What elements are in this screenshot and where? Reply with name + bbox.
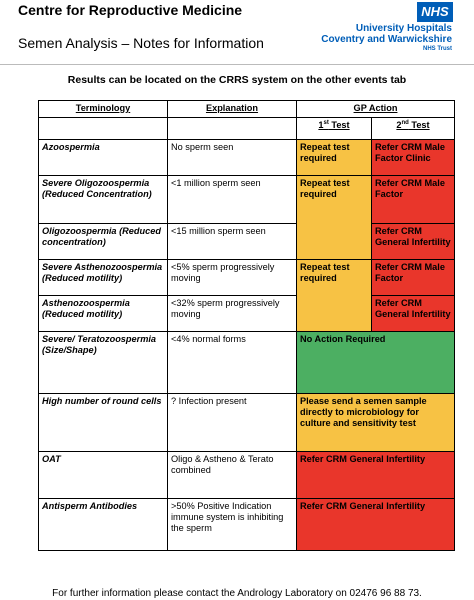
explanation-asthenozoospermia: <32% sperm progressively moving xyxy=(168,296,297,332)
blank-cell xyxy=(168,118,297,140)
test1-asthenozoospermia-group: Repeat test required xyxy=(297,260,372,332)
contact-footer: For further information please contact the Andrology Laboratory on 02476 96 88 73. xyxy=(52,588,422,599)
explanation-round-cells: ? Infection present xyxy=(168,394,297,452)
term-azoospermia: Azoospermia xyxy=(39,140,168,176)
header-explanation: Explanation xyxy=(168,101,297,118)
term-severe-oligozoospermia: Severe Oligozoospermia (Reduced Concentration) xyxy=(39,176,168,224)
term-antisperm-antibodies: Antisperm Antibodies xyxy=(39,499,168,551)
term-teratozoospermia: Severe/ Teratozoospermia (Size/Shape) xyxy=(39,332,168,394)
header-second-test: 2nd Test xyxy=(372,118,455,140)
header-divider xyxy=(0,64,474,65)
org-name-line1: University Hospitals xyxy=(355,23,452,34)
results-note: Results can be located on the CRRS system on the other events tab xyxy=(67,74,407,86)
explanation-azoospermia: No sperm seen xyxy=(168,140,297,176)
explanation-severe-asthenozoospermia: <5% sperm progressively moving xyxy=(168,260,297,296)
explanation-severe-oligozoospermia: <1 million sperm seen xyxy=(168,176,297,224)
nhs-logo: NHS xyxy=(417,2,453,22)
page-subtitle: Semen Analysis – Notes for Information xyxy=(18,35,264,51)
header-gp-action: GP Action xyxy=(297,101,455,118)
action-oat: Refer CRM General Infertility xyxy=(297,452,455,499)
blank-cell xyxy=(39,118,168,140)
action-antisperm-antibodies: Refer CRM General Infertility xyxy=(297,499,455,551)
term-asthenozoospermia: Asthenozoospermia (Reduced motility) xyxy=(39,296,168,332)
term-severe-asthenozoospermia: Severe Asthenozoospermia (Reduced motility) xyxy=(39,260,168,296)
explanation-teratozoospermia: <4% normal forms xyxy=(168,332,297,394)
org-name-line2: Coventry and Warwickshire xyxy=(321,34,452,45)
action-teratozoospermia: No Action Required xyxy=(297,332,455,394)
header-terminology: Terminology xyxy=(39,101,168,118)
test2-severe-oligozoospermia: Refer CRM Male Factor xyxy=(372,176,455,224)
term-oat: OAT xyxy=(39,452,168,499)
term-oligozoospermia: Oligozoospermia (Reduced concentration) xyxy=(39,224,168,260)
page-title: Centre for Reproductive Medicine xyxy=(18,2,243,18)
explanation-oligozoospermia: <15 million sperm seen xyxy=(168,224,297,260)
org-trust-label: NHS Trust xyxy=(422,46,452,52)
test2-oligozoospermia: Refer CRM General Infertility xyxy=(372,224,455,260)
term-round-cells: High number of round cells xyxy=(39,394,168,452)
test1-azoospermia: Repeat test required xyxy=(297,140,372,176)
action-round-cells: Please send a semen sample directly to microbiology for culture and sensitivity test xyxy=(297,394,455,452)
test2-severe-asthenozoospermia: Refer CRM Male Factor xyxy=(372,260,455,296)
explanation-oat: Oligo & Astheno & Terato combined xyxy=(168,452,297,499)
explanation-antisperm-antibodies: >50% Positive Indication immune system is inhibiting the sperm xyxy=(168,499,297,551)
test1-oligozoospermia-group: Repeat test required xyxy=(297,176,372,260)
header-first-test: 1st Test xyxy=(297,118,372,140)
test2-asthenozoospermia: Refer CRM General Infertility xyxy=(372,296,455,332)
test2-azoospermia: Refer CRM Male Factor Clinic xyxy=(372,140,455,176)
semen-analysis-table xyxy=(38,100,455,551)
